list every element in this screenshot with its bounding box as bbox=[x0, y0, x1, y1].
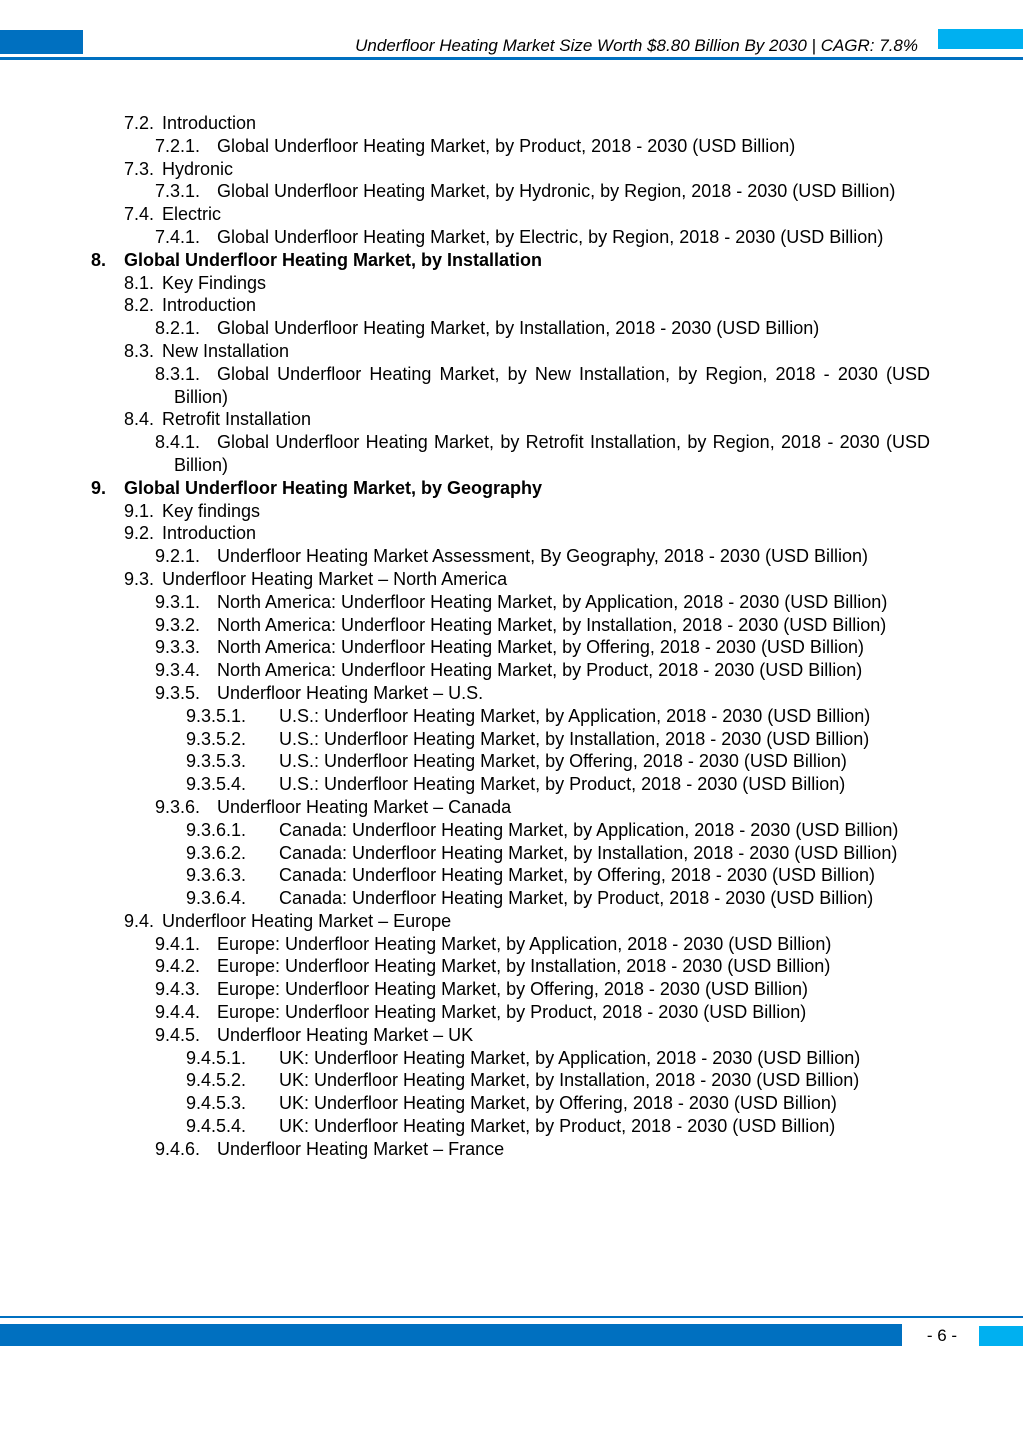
toc-entry-title: Introduction bbox=[162, 295, 257, 316]
footer-bar bbox=[0, 1324, 902, 1346]
toc-entry-title: Underfloor Heating Market – North America bbox=[162, 568, 508, 589]
toc-entry bbox=[0, 477, 1023, 500]
toc-entry-number: 9.3.5.4. bbox=[186, 774, 247, 795]
toc-entry bbox=[0, 659, 1023, 682]
toc-entry bbox=[0, 705, 1023, 728]
toc-entry-title: UK: Underfloor Heating Market, by Product, 2018 - 2030 (USD Billion) bbox=[279, 1116, 836, 1137]
toc-entry-number: 8.2.1. bbox=[155, 318, 201, 339]
toc-entry-title: Underfloor Heating Market – U.S. bbox=[217, 682, 484, 703]
toc-entry bbox=[0, 340, 1023, 363]
toc-entry bbox=[0, 180, 1023, 203]
toc-entry bbox=[0, 1024, 1023, 1047]
table-of-contents bbox=[0, 112, 1023, 1161]
toc-entry bbox=[0, 978, 1023, 1001]
toc-entry-title: North America: Underfloor Heating Market, by Installation, 2018 - 2030 (USD Billion) bbox=[217, 614, 887, 635]
toc-entry-number: 8. bbox=[91, 249, 107, 270]
toc-entry-number: 9.4. bbox=[124, 910, 155, 931]
toc-entry-title: U.S.: Underfloor Heating Market, by Application, 2018 - 2030 (USD Billion) bbox=[279, 705, 871, 726]
toc-entry-title: Hydronic bbox=[162, 158, 234, 179]
toc-entry-title: Global Underfloor Heating Market, by Retrofit Installation, by Region, 2018 - 2030 (USD Billion) bbox=[174, 432, 930, 475]
toc-entry bbox=[0, 249, 1023, 272]
toc-entry bbox=[0, 887, 1023, 910]
toc-entry bbox=[0, 522, 1023, 545]
toc-entry-number: 8.2. bbox=[124, 295, 155, 316]
toc-entry-number: 9.4.5. bbox=[155, 1024, 201, 1045]
toc-entry bbox=[0, 545, 1023, 568]
toc-entry bbox=[0, 112, 1023, 135]
toc-entry bbox=[0, 158, 1023, 181]
toc-entry-number: 9.3.6.4. bbox=[186, 888, 247, 909]
toc-entry-number: 9.4.1. bbox=[155, 933, 201, 954]
toc-entry bbox=[0, 728, 1023, 751]
toc-entry bbox=[0, 226, 1023, 249]
toc-entry-number: 9.3.3. bbox=[155, 637, 201, 658]
toc-entry-title: Europe: Underfloor Heating Market, by Application, 2018 - 2030 (USD Billion) bbox=[217, 933, 832, 954]
toc-entry-title: Electric bbox=[162, 204, 222, 225]
page-number: - 6 - bbox=[926, 1326, 958, 1345]
toc-entry-title: Canada: Underfloor Heating Market, by Installation, 2018 - 2030 (USD Billion) bbox=[279, 842, 898, 863]
toc-entry-number: 8.4.1. bbox=[155, 432, 201, 453]
toc-entry-number: 8.1. bbox=[124, 272, 155, 293]
toc-entry-title: Introduction bbox=[162, 113, 257, 133]
toc-entry bbox=[0, 1047, 1023, 1070]
toc-entry-number: 7.2. bbox=[124, 113, 155, 133]
toc-entry-number: 9.4.5.1. bbox=[186, 1047, 247, 1068]
toc-entry bbox=[0, 682, 1023, 705]
toc-entry bbox=[0, 272, 1023, 295]
toc-entry-title: Underfloor Heating Market – France bbox=[217, 1138, 505, 1159]
toc-entry bbox=[0, 135, 1023, 158]
toc-entry bbox=[0, 614, 1023, 637]
toc-entry-number: 9.3.6.3. bbox=[186, 865, 247, 886]
toc-entry-number: 9.4.6. bbox=[155, 1138, 201, 1159]
toc-entry-number: 9.3.5.1. bbox=[186, 705, 247, 726]
toc-entry-title: North America: Underfloor Heating Market, by Offering, 2018 - 2030 (USD Billion) bbox=[217, 637, 864, 658]
toc-entry-title: Canada: Underfloor Heating Market, by Offering, 2018 - 2030 (USD Billion) bbox=[279, 865, 875, 886]
toc-entry-title: Key Findings bbox=[162, 272, 267, 293]
toc-entry bbox=[0, 842, 1023, 865]
toc-entry-title: Global Underfloor Heating Market, by Installation, 2018 - 2030 (USD Billion) bbox=[217, 318, 820, 339]
toc-entry-title: Canada: Underfloor Heating Market, by Product, 2018 - 2030 (USD Billion) bbox=[279, 888, 874, 909]
toc-entry-title: Europe: Underfloor Heating Market, by Installation, 2018 - 2030 (USD Billion) bbox=[217, 956, 831, 977]
toc-entry-title: Global Underfloor Heating Market, by Product, 2018 - 2030 (USD Billion) bbox=[217, 135, 796, 156]
toc-entry-number: 9.4.4. bbox=[155, 1002, 201, 1023]
toc-entry-number: 9.3.5.2. bbox=[186, 728, 247, 749]
footer-rule bbox=[0, 1316, 1023, 1318]
toc-entry-number: 9.4.5.3. bbox=[186, 1093, 247, 1114]
toc-entry-number: 9.4.2. bbox=[155, 956, 201, 977]
toc-entry bbox=[0, 819, 1023, 842]
toc-entry bbox=[0, 294, 1023, 317]
toc-entry-number: 9.3.6.2. bbox=[186, 842, 247, 863]
toc-entry bbox=[0, 1138, 1023, 1161]
toc-entry-title: U.S.: Underfloor Heating Market, by Product, 2018 - 2030 (USD Billion) bbox=[279, 774, 846, 795]
toc-entry-number: 9.3.6. bbox=[155, 796, 201, 817]
toc-entry-title: Global Underfloor Heating Market, by Installation bbox=[124, 249, 543, 270]
toc-entry bbox=[0, 1001, 1023, 1024]
toc-entry bbox=[0, 568, 1023, 591]
toc-entry-number: 9.4.5.4. bbox=[186, 1116, 247, 1137]
toc-entry-title: Underfloor Heating Market – UK bbox=[217, 1024, 474, 1045]
toc-entry-number: 9.3.6.1. bbox=[186, 819, 247, 840]
toc-entry-title: U.S.: Underfloor Heating Market, by Offering, 2018 - 2030 (USD Billion) bbox=[279, 751, 847, 772]
toc-entry-number: 7.3.1. bbox=[155, 181, 201, 202]
toc-entry bbox=[0, 1115, 1023, 1138]
toc-entry bbox=[0, 910, 1023, 933]
toc-entry-number: 8.4. bbox=[124, 409, 155, 430]
toc-entry-title: New Installation bbox=[162, 340, 290, 361]
toc-entry-number: 8.3. bbox=[124, 340, 155, 361]
toc-entry-title: Underfloor Heating Market Assessment, By Geography, 2018 - 2030 (USD Billion) bbox=[217, 546, 868, 567]
toc-entry-title: UK: Underfloor Heating Market, by Application, 2018 - 2030 (USD Billion) bbox=[279, 1047, 861, 1068]
toc-entry bbox=[0, 408, 1023, 431]
toc-entry-number: 9.4.3. bbox=[155, 979, 201, 1000]
toc-entry-number: 9.3.4. bbox=[155, 660, 201, 681]
toc-entry-number: 9.4.5.2. bbox=[186, 1070, 247, 1091]
toc-entry bbox=[0, 796, 1023, 819]
toc-entry bbox=[0, 363, 1023, 409]
toc-entry-title: Underfloor Heating Market – Europe bbox=[162, 910, 452, 931]
toc-entry-title: Global Underfloor Heating Market, by Electric, by Region, 2018 - 2030 (USD Billion) bbox=[217, 226, 884, 247]
header-accent-right bbox=[938, 29, 1023, 49]
toc-entry-title: Retrofit Installation bbox=[162, 409, 312, 430]
toc-entry-number: 7.4. bbox=[124, 204, 155, 225]
toc-entry bbox=[0, 500, 1023, 523]
toc-entry-number: 9.3.1. bbox=[155, 591, 201, 612]
toc-entry bbox=[0, 955, 1023, 978]
toc-entry bbox=[0, 773, 1023, 796]
toc-entry bbox=[0, 591, 1023, 614]
running-header-title: Underfloor Heating Market Size Worth $8.80 Billion By 2030 | CAGR: 7.8% bbox=[355, 36, 918, 55]
toc-entry-title: North America: Underfloor Heating Market, by Product, 2018 - 2030 (USD Billion) bbox=[217, 660, 863, 681]
toc-entry-title: Global Underfloor Heating Market, by Hydronic, by Region, 2018 - 2030 (USD Billion) bbox=[217, 181, 896, 202]
toc-entry-number: 9.3.2. bbox=[155, 614, 201, 635]
toc-entry bbox=[0, 1069, 1023, 1092]
toc-entry-title: Key findings bbox=[162, 500, 261, 521]
toc-entry-title: North America: Underfloor Heating Market, by Application, 2018 - 2030 (USD Billion) bbox=[217, 591, 888, 612]
toc-entry-number: 9.3. bbox=[124, 568, 155, 589]
toc-entry-title: Global Underfloor Heating Market, by Geography bbox=[124, 477, 543, 498]
footer-accent-right bbox=[979, 1326, 1023, 1346]
toc-entry-title: Introduction bbox=[162, 523, 257, 544]
toc-entry bbox=[0, 203, 1023, 226]
toc-entry-title: UK: Underfloor Heating Market, by Installation, 2018 - 2030 (USD Billion) bbox=[279, 1070, 860, 1091]
toc-entry-number: 9.2. bbox=[124, 523, 155, 544]
toc-entry-title: UK: Underfloor Heating Market, by Offering, 2018 - 2030 (USD Billion) bbox=[279, 1093, 837, 1114]
toc-entry-number: 9.1. bbox=[124, 500, 155, 521]
toc-entry-title: Canada: Underfloor Heating Market, by Application, 2018 - 2030 (USD Billion) bbox=[279, 819, 899, 840]
toc-entry bbox=[0, 431, 1023, 477]
toc-entry-number: 8.3.1. bbox=[155, 363, 201, 384]
toc-entry-title: U.S.: Underfloor Heating Market, by Installation, 2018 - 2030 (USD Billion) bbox=[279, 728, 870, 749]
toc-entry-title: Europe: Underfloor Heating Market, by Product, 2018 - 2030 (USD Billion) bbox=[217, 1002, 807, 1023]
toc-entry-number: 7.2.1. bbox=[155, 135, 201, 156]
toc-entry bbox=[0, 750, 1023, 773]
toc-entry bbox=[0, 1092, 1023, 1115]
toc-entry-number: 7.3. bbox=[124, 158, 155, 179]
toc-entry-number: 9. bbox=[91, 477, 107, 498]
toc-entry-number: 7.4.1. bbox=[155, 226, 201, 247]
toc-entry-title: Underfloor Heating Market – Canada bbox=[217, 796, 512, 817]
toc-entry-number: 9.3.5.3. bbox=[186, 751, 247, 772]
toc-entry-title: Europe: Underfloor Heating Market, by Offering, 2018 - 2030 (USD Billion) bbox=[217, 979, 808, 1000]
toc-entry bbox=[0, 317, 1023, 340]
toc-entry bbox=[0, 864, 1023, 887]
toc-entry bbox=[0, 636, 1023, 659]
header-rule bbox=[0, 57, 1023, 60]
toc-entry bbox=[0, 933, 1023, 956]
toc-entry-number: 9.2.1. bbox=[155, 546, 201, 567]
toc-entry-title: Global Underfloor Heating Market, by New Installation, by Region, 2018 - 2030 (USD Billion) bbox=[174, 363, 930, 407]
toc-entry-number: 9.3.5. bbox=[155, 682, 201, 703]
